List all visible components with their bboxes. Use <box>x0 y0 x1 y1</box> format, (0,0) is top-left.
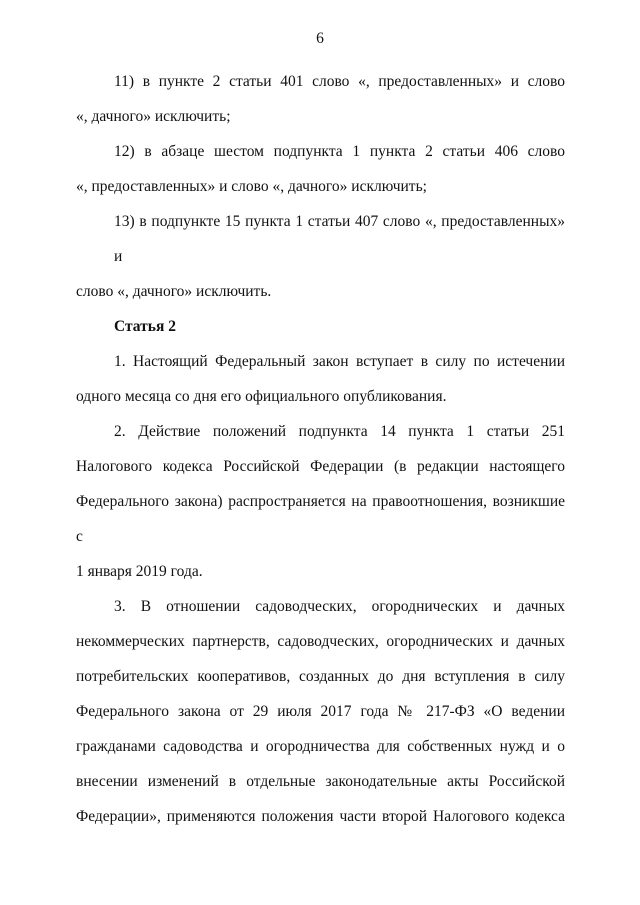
article-paragraph-2 <box>76 414 565 589</box>
text-line: «, дачного» исключить; <box>76 108 231 125</box>
list-item-11 <box>76 64 565 134</box>
text-line: 12) в абзаце шестом подпункта 1 пункта 2 статьи 406 слово <box>114 143 565 160</box>
document-body <box>76 64 565 834</box>
text-line: слово «, дачного» исключить. <box>76 283 272 300</box>
article-paragraph-3 <box>76 589 565 834</box>
text-line: гражданами садоводства и огородничества для собственных нужд и о <box>76 738 565 755</box>
text-line: потребительских кооперативов, созданных до дня вступления в силу <box>76 668 565 685</box>
text-line: одного месяца со дня его официального опубликования. <box>76 388 447 405</box>
page-number: 6 <box>316 30 324 47</box>
list-item-13 <box>76 204 565 309</box>
text-line: Налогового кодекса Российской Федерации (в редакции настоящего <box>76 458 565 475</box>
text-line: 1 января 2019 года. <box>76 563 203 580</box>
text-line: «, предоставленных» и слово «, дачного» исключить; <box>76 178 427 195</box>
text-line: некоммерческих партнерств, садоводческих, огороднических и дачных <box>76 633 565 650</box>
text-line: Федерального закона) распространяется на правоотношения, возникшие с <box>76 493 565 545</box>
text-line: 2. Действие положений подпункта 14 пункта 1 статьи 251 <box>114 423 565 440</box>
article-paragraph-1 <box>76 344 565 414</box>
list-item-12 <box>76 134 565 204</box>
text-line: 13) в подпункте 15 пункта 1 статьи 407 слово «, предоставленных» и <box>114 213 565 265</box>
text-line: Федерации», применяются положения части второй Налогового кодекса <box>76 808 565 825</box>
text-line: Федерального закона от 29 июля 2017 года № 217-ФЗ «О ведении <box>76 703 565 720</box>
text-line: 1. Настоящий Федеральный закон вступает в силу по истечении <box>114 353 565 370</box>
text-line: 3. В отношении садоводческих, огороднических и дачных <box>114 598 565 615</box>
text-line: внесении изменений в отдельные законодательные акты Российской <box>76 773 565 790</box>
article-heading: Статья 2 <box>114 318 176 335</box>
text-line: 11) в пункте 2 статьи 401 слово «, предоставленных» и слово <box>114 73 565 90</box>
